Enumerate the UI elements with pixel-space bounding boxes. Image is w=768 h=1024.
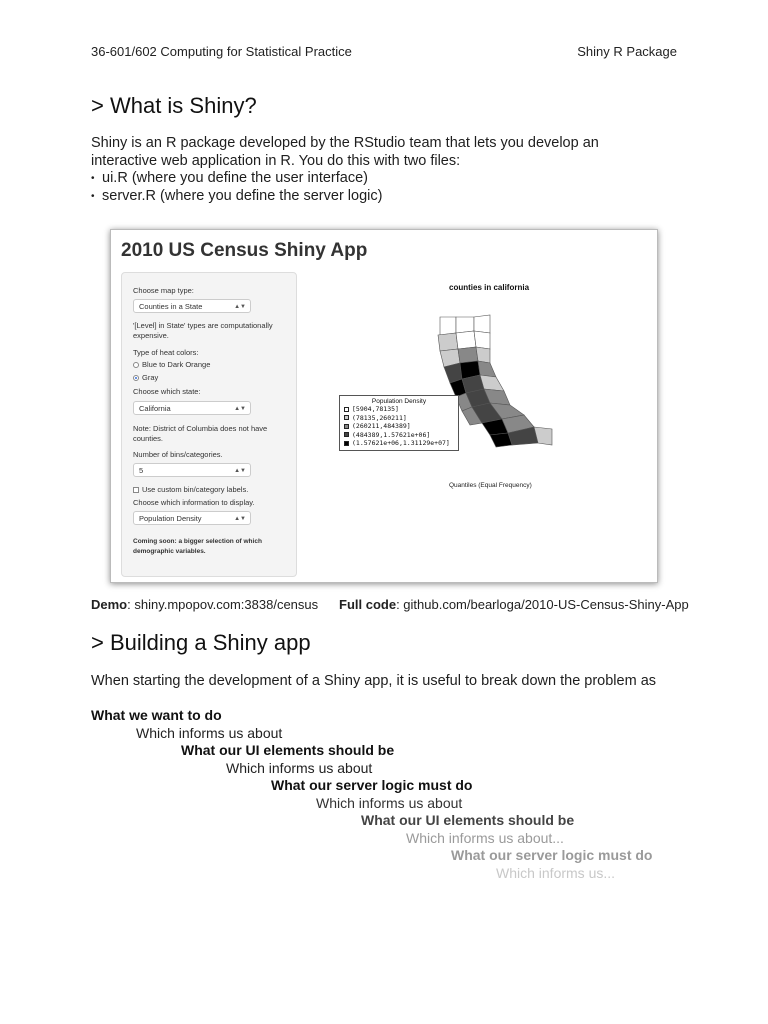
flow-step: Which informs us about <box>316 795 463 811</box>
map-type-select[interactable] <box>133 299 251 313</box>
state-select[interactable] <box>133 401 251 415</box>
legend-title: Population Density <box>371 398 427 405</box>
legend-swatch <box>344 441 349 446</box>
state-label: Choose which state: <box>133 387 201 396</box>
checkbox-label: Use custom bin/category labels. <box>142 485 249 494</box>
radio-selected-icon <box>133 375 139 381</box>
code-caption <box>339 597 689 612</box>
radio-gray[interactable] <box>133 373 158 382</box>
map-type-value: Counties in a State <box>139 302 203 311</box>
chevron-updown-icon: ▲▼ <box>234 516 246 522</box>
info-value: Population Density <box>139 514 202 523</box>
flow-step: Which informs us... <box>496 865 616 881</box>
flow-step: What we want to do <box>91 707 222 723</box>
demo-label: Demo <box>91 597 128 612</box>
note-level-cont: expensive. <box>133 331 169 340</box>
radio-circle-icon <box>133 362 139 368</box>
note-dc-cont: counties. <box>133 434 164 443</box>
state-value: California <box>139 404 171 413</box>
radio-label: Gray <box>142 373 159 382</box>
checkbox-icon <box>133 487 139 493</box>
custom-labels-checkbox[interactable] <box>133 485 248 494</box>
flow-step: Which informs us about <box>136 725 283 741</box>
sidebar-panel <box>121 272 297 577</box>
legend-item: (484389,1.57621e+06] <box>344 431 458 440</box>
coming-soon-note: Coming soon: a bigger selection of which <box>133 538 262 545</box>
section-heading-what-is-shiny: > What is Shiny? <box>91 93 257 118</box>
legend-swatch <box>344 432 349 437</box>
radio-blue-orange[interactable] <box>133 360 210 369</box>
flow-step: Which informs us about... <box>406 830 564 846</box>
map-legend <box>339 395 459 451</box>
coming-soon-note-cont: demographic variables. <box>133 548 206 555</box>
note-level: '[Level] in State' types are computationally <box>133 321 273 330</box>
bins-value: 5 <box>139 466 144 475</box>
flow-step: What our UI elements should be <box>181 742 395 758</box>
building-intro: When starting the development of a Shiny app, it is useful to break down the problem as <box>91 673 657 689</box>
course-title: 36-601/602 Computing for Statistical Practice <box>91 44 352 59</box>
bins-label: Number of bins/categories. <box>133 450 223 459</box>
map-title: counties in california <box>449 283 530 292</box>
spinner-icon: ▲▼ <box>234 468 246 474</box>
info-select[interactable] <box>133 511 251 525</box>
flow-step: What our server logic must do <box>451 847 653 863</box>
list-item: • ui.R (where you define the user interface) <box>91 170 691 188</box>
topic-title: Shiny R Package <box>577 44 677 59</box>
section-heading-building-app: > Building a Shiny app <box>91 630 311 655</box>
legend-item: (1.57621e+06,1.31129e+07] <box>344 439 458 448</box>
map-type-label: Choose map type: <box>133 286 194 295</box>
app-title: 2010 US Census Shiny App <box>121 240 368 261</box>
legend-item: [5904,78135] <box>344 405 458 414</box>
note-dc: Note: District of Columbia does not have <box>133 424 268 433</box>
legend-item: (78135,260211] <box>344 414 458 423</box>
chevron-updown-icon: ▲▼ <box>234 406 246 412</box>
code-link[interactable]: : github.com/bearloga/2010-US-Census-Shiny-App <box>396 597 689 612</box>
demo-link[interactable]: : shiny.mpopov.com:3838/census <box>127 597 319 612</box>
legend-item: (260211,484389] <box>344 422 458 431</box>
bins-input[interactable] <box>133 463 251 477</box>
legend-swatch <box>344 415 349 420</box>
intro-line: interactive web application in R. You do this with two files: <box>91 152 461 169</box>
app-screenshot <box>110 229 658 583</box>
file-list <box>91 170 691 205</box>
radio-label: Blue to Dark Orange <box>142 360 211 369</box>
legend-swatch <box>344 424 349 429</box>
heat-colors-label: Type of heat colors: <box>133 348 199 357</box>
flow-step: What our server logic must do <box>271 777 473 793</box>
flow-step: What our UI elements should be <box>361 812 575 828</box>
chevron-updown-icon: ▲▼ <box>234 304 246 310</box>
intro-paragraph <box>91 135 691 205</box>
intro-line: Shiny is an R package developed by the RStudio team that lets you develop an <box>91 135 599 151</box>
list-item: • server.R (where you define the server logic) <box>91 188 691 206</box>
legend-swatch <box>344 407 349 412</box>
info-label: Choose which information to display. <box>133 498 255 507</box>
demo-caption <box>91 597 318 612</box>
quantiles-label: Quantiles (Equal Frequency) <box>449 482 532 489</box>
code-label: Full code <box>339 597 397 612</box>
flow-step: Which informs us about <box>226 760 373 776</box>
